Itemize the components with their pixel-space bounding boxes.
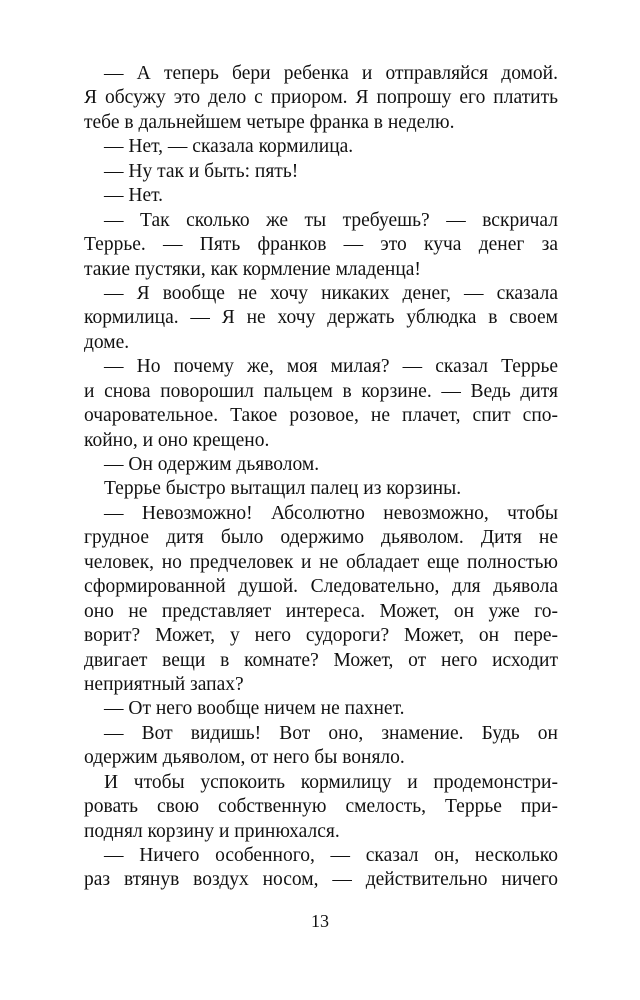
text-line: ровать свою собственную смелость, Террье при- [84,796,558,818]
text-line: грудное дитя было одержимо дьяволом. Дитя не [84,527,558,549]
text-line: — От него вообще ничем не пахнет. [104,698,405,720]
text-line: — А теперь бери ребенка и отправляйся домой. [104,63,558,84]
text-line: одержим дьяволом, от него бы воняло. [84,747,405,769]
text-line: неприятный запах? [84,673,244,695]
text-line: человек, но предчеловек и не обладает еще полностью [84,551,558,573]
text-line: сформированной душой. Следовательно, для дьявола [84,576,558,598]
text-line: кормилица. — Я не хочу держать ублюдка в своем [84,307,558,329]
text-line: — Но почему же, моя милая? — сказал Террье [104,356,558,378]
text-line: — Нет. [104,185,164,207]
text-line: Террье. — Пять франков — это куча денег за [84,234,558,256]
text-line: — Он одержим дьяволом. [104,454,320,475]
text-line: тебе в дальнейшем четыре франка в неделю. [84,111,455,133]
page-number: 13 [311,911,329,931]
text-line: койно, и оно крещено. [84,429,270,451]
text-line: Террье быстро вытащил палец из корзины. [104,478,462,500]
text-line: раз втянув воздух носом, — действительно ничего [84,869,558,891]
text-line: — Так сколько же ты требуешь? — вскричал [104,209,558,231]
text-line: И чтобы успокоить кормилицу и продемонстри- [104,771,558,793]
text-line: двигает вещи в комнате? Может, от него исходит [84,649,558,671]
text-line: — Вот видишь! Вот оно, знамение. Будь он [104,722,558,744]
text-line: — Ну так и быть: пять! [104,160,299,182]
text-line: оно не представляет интереса. Может, он уже го- [84,600,558,622]
text-line: — Я вообще не хочу никаких денег, — сказала [104,282,558,304]
text-line: и снова поворошил пальцем в корзине. — Ведь дитя [84,380,558,402]
page-text [84,62,558,893]
text-line: очаровательное. Такое розовое, не плачет, спит спо- [84,405,558,427]
text-line: — Ничего особенного, — сказал он, несколько [104,845,558,866]
text-line: такие пустяки, как кормление младенца! [84,258,421,280]
text-line: ворит? Может, у него судороги? Может, он пере- [84,625,558,647]
text-line: доме. [84,331,130,353]
text-line: поднял корзину и принюхался. [84,820,340,842]
text-line: — Невозможно! Абсолютно невозможно, чтобы [104,502,558,524]
text-line: Я обсужу это дело с приором. Я попрошу его платить [84,87,558,109]
text-line: — Нет, — сказала кормилица. [104,136,354,158]
